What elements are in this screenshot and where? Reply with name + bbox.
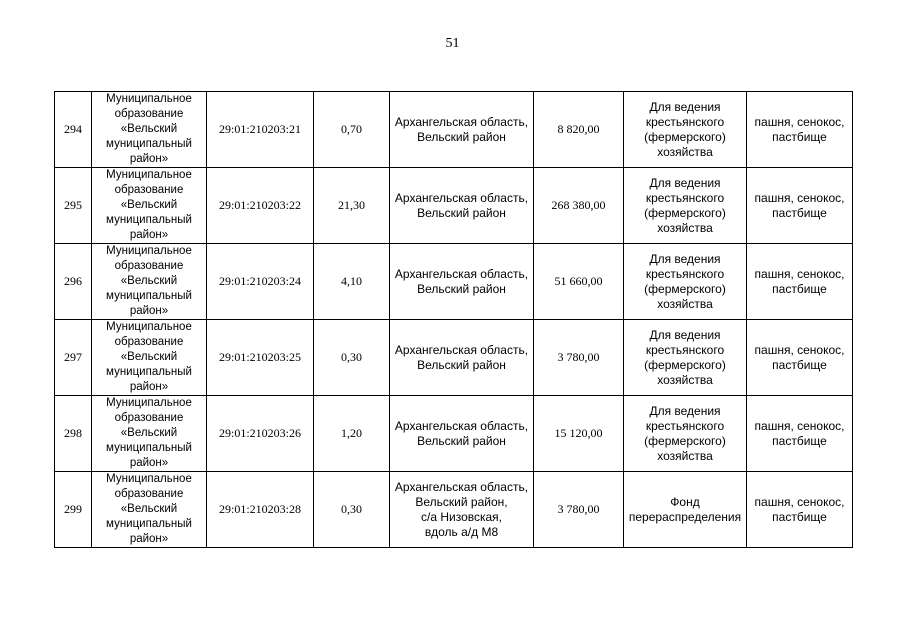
- cadastral-number-cell: 29:01:210203:25: [207, 320, 314, 396]
- cadastral-number-cell: 29:01:210203:24: [207, 244, 314, 320]
- owner-cell: Муниципальное образование «Вельский муниципальный район»: [92, 320, 207, 396]
- address-cell: Архангельская область, Вельский район, с/а Низовская, вдоль а/д М8: [390, 472, 534, 548]
- cadastral-value-cell: 51 660,00: [534, 244, 624, 320]
- table-row: [55, 244, 853, 320]
- permitted-use-cell: Для ведения крестьянского (фермерского) хозяйства: [624, 92, 747, 168]
- permitted-use-cell: Для ведения крестьянского (фермерского) хозяйства: [624, 244, 747, 320]
- area-cell: 21,30: [314, 168, 390, 244]
- permitted-use-cell: Для ведения крестьянского (фермерского) хозяйства: [624, 168, 747, 244]
- table-row: [55, 472, 853, 548]
- land-type-cell: пашня, сенокос, пастбище: [747, 168, 853, 244]
- land-type-cell: пашня, сенокос, пастбище: [747, 472, 853, 548]
- owner-cell: Муниципальное образование «Вельский муниципальный район»: [92, 92, 207, 168]
- owner-cell: Муниципальное образование «Вельский муниципальный район»: [92, 472, 207, 548]
- row-number-cell: 299: [55, 472, 92, 548]
- address-cell: Архангельская область, Вельский район: [390, 244, 534, 320]
- row-number-cell: 296: [55, 244, 92, 320]
- cadastral-value-cell: 15 120,00: [534, 396, 624, 472]
- cadastral-number-cell: 29:01:210203:21: [207, 92, 314, 168]
- page-number: 51: [445, 36, 460, 51]
- cadastral-number-cell: 29:01:210203:26: [207, 396, 314, 472]
- area-cell: 0,30: [314, 472, 390, 548]
- row-number-cell: 295: [55, 168, 92, 244]
- land-type-cell: пашня, сенокос, пастбище: [747, 396, 853, 472]
- land-type-cell: пашня, сенокос, пастбище: [747, 244, 853, 320]
- address-cell: Архангельская область, Вельский район: [390, 92, 534, 168]
- land-type-cell: пашня, сенокос, пастбище: [747, 320, 853, 396]
- table-row: [55, 168, 853, 244]
- row-number-cell: 297: [55, 320, 92, 396]
- row-number-cell: 294: [55, 92, 92, 168]
- owner-cell: Муниципальное образование «Вельский муниципальный район»: [92, 168, 207, 244]
- area-cell: 0,70: [314, 92, 390, 168]
- land-type-cell: пашня, сенокос, пастбище: [747, 92, 853, 168]
- permitted-use-cell: Для ведения крестьянского (фермерского) хозяйства: [624, 320, 747, 396]
- area-cell: 1,20: [314, 396, 390, 472]
- permitted-use-cell: Фонд перераспределения: [624, 472, 747, 548]
- cadastral-value-cell: 3 780,00: [534, 472, 624, 548]
- address-cell: Архангельская область, Вельский район: [390, 168, 534, 244]
- cadastral-number-cell: 29:01:210203:28: [207, 472, 314, 548]
- land-plots-table: [54, 91, 853, 548]
- permitted-use-cell: Для ведения крестьянского (фермерского) хозяйства: [624, 396, 747, 472]
- table-body: [55, 92, 853, 548]
- address-cell: Архангельская область, Вельский район: [390, 396, 534, 472]
- table-row: [55, 396, 853, 472]
- cadastral-value-cell: 8 820,00: [534, 92, 624, 168]
- area-cell: 0,30: [314, 320, 390, 396]
- cadastral-value-cell: 268 380,00: [534, 168, 624, 244]
- table-row: [55, 92, 853, 168]
- table-row: [55, 320, 853, 396]
- row-number-cell: 298: [55, 396, 92, 472]
- cadastral-value-cell: 3 780,00: [534, 320, 624, 396]
- address-cell: Архангельская область, Вельский район: [390, 320, 534, 396]
- cadastral-number-cell: 29:01:210203:22: [207, 168, 314, 244]
- area-cell: 4,10: [314, 244, 390, 320]
- owner-cell: Муниципальное образование «Вельский муниципальный район»: [92, 244, 207, 320]
- owner-cell: Муниципальное образование «Вельский муниципальный район»: [92, 396, 207, 472]
